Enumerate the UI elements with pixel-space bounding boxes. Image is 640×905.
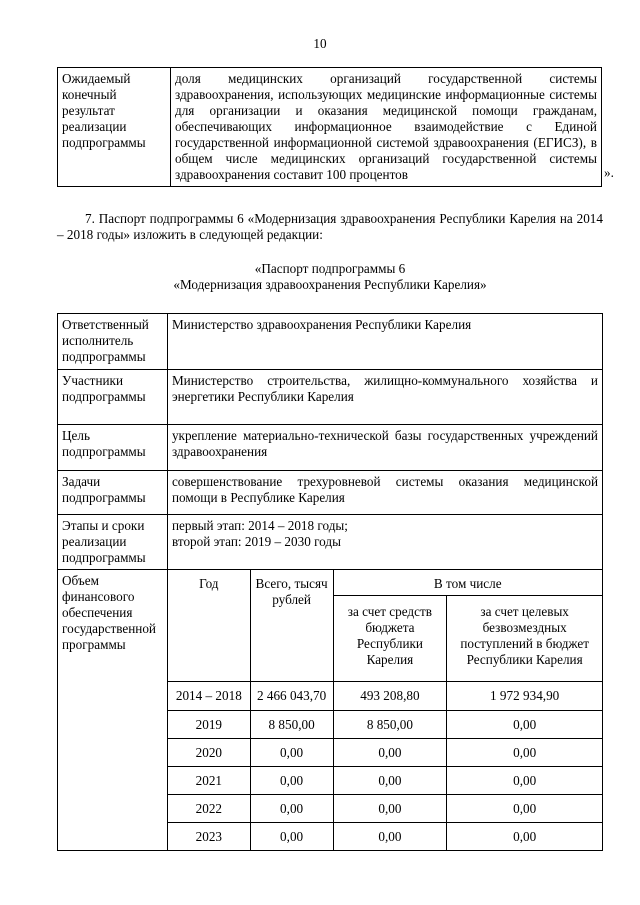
table-row [58, 370, 603, 425]
passport-table [57, 313, 603, 851]
passport-title [57, 261, 603, 293]
expected-result-text: доля медицинских организаций государственной системы здравоохранения, использующих медицинские информационные системы для организации и оказания медицинской помощи гражданам, обеспечивающих информационное взаимодействие с Единой государственной информационной системой здравоохранения (ЕГИСЗ), в общем числе медицинских организаций государственной системы здравоохранения составит 100 процентов [171, 68, 602, 187]
finance-total: 0,00 [250, 823, 333, 851]
finance-budget: 0,00 [333, 767, 447, 795]
finance-grants: 0,00 [447, 795, 603, 823]
table-row [58, 471, 603, 515]
finance-grants: 0,00 [447, 767, 603, 795]
row-value: совершенствование трехуровневой системы оказания медицинской помощи в Республике Карелия [167, 471, 602, 515]
finance-year: 2014 – 2018 [167, 682, 250, 711]
finance-grants: 1 972 934,90 [447, 682, 603, 711]
row-value: первый этап: 2014 – 2018 годы; второй этап: 2019 – 2030 годы [167, 515, 602, 570]
page-number: 10 [313, 36, 327, 51]
expected-result-label: Ожидаемый конечный результат реализации подпрограммы [58, 68, 171, 187]
table-row [58, 515, 603, 570]
expected-result-table [57, 67, 602, 187]
finance-grants: 0,00 [447, 823, 603, 851]
finance-total: 0,00 [250, 739, 333, 767]
finance-total: 2 466 043,70 [250, 682, 333, 711]
table-row [58, 425, 603, 471]
finance-budget: 8 850,00 [333, 711, 447, 739]
finance-budget: 0,00 [333, 823, 447, 851]
finance-total: 0,00 [250, 767, 333, 795]
row-value: укрепление материально-технической базы государственных учреждений здравоохранения [167, 425, 602, 471]
row-value: Министерство строительства, жилищно-коммунального хозяйства и энергетики Республики Карелия [167, 370, 602, 425]
finance-total: 0,00 [250, 795, 333, 823]
finance-col-budget: за счет средств бюджета Республики Карелия [333, 596, 447, 682]
row-label: Этапы и сроки реализации подпрограммы [58, 515, 168, 570]
finance-year: 2022 [167, 795, 250, 823]
finance-total: 8 850,00 [250, 711, 333, 739]
finance-col-total: Всего, тысяч рублей [250, 570, 333, 682]
passport-title-line1: «Паспорт подпрограммы 6 [254, 261, 406, 276]
finance-col-grants: за счет целевых безвозмездных поступлений в бюджет Республики Карелия [447, 596, 603, 682]
finance-budget: 0,00 [333, 795, 447, 823]
finance-year: 2019 [167, 711, 250, 739]
finance-col-incl: В том числе [333, 570, 603, 596]
closing-quote: ». [604, 165, 614, 180]
amendment-paragraph: 7. Паспорт подпрограммы 6 «Модернизация здравоохранения Республики Карелия на 2014 – 2018 годы» изложить в следующей редакции: [57, 211, 603, 242]
finance-label: Объем финансового обеспечения государственной программы [58, 570, 168, 851]
row-label: Цель подпрограммы [58, 425, 168, 471]
row-label: Ответственный исполнитель подпрограммы [58, 314, 168, 370]
row-label: Участники подпрограммы [58, 370, 168, 425]
row-value: Министерство здравоохранения Республики Карелия [167, 314, 602, 370]
row-label: Задачи подпрограммы [58, 471, 168, 515]
finance-header-row [58, 570, 603, 596]
finance-year: 2021 [167, 767, 250, 795]
passport-title-line2: «Модернизация здравоохранения Республики Карелия» [173, 277, 487, 292]
finance-budget: 0,00 [333, 739, 447, 767]
table-row [58, 314, 603, 370]
finance-year: 2020 [167, 739, 250, 767]
finance-grants: 0,00 [447, 711, 603, 739]
finance-col-year: Год [167, 570, 250, 682]
finance-year: 2023 [167, 823, 250, 851]
finance-budget: 493 208,80 [333, 682, 447, 711]
finance-grants: 0,00 [447, 739, 603, 767]
